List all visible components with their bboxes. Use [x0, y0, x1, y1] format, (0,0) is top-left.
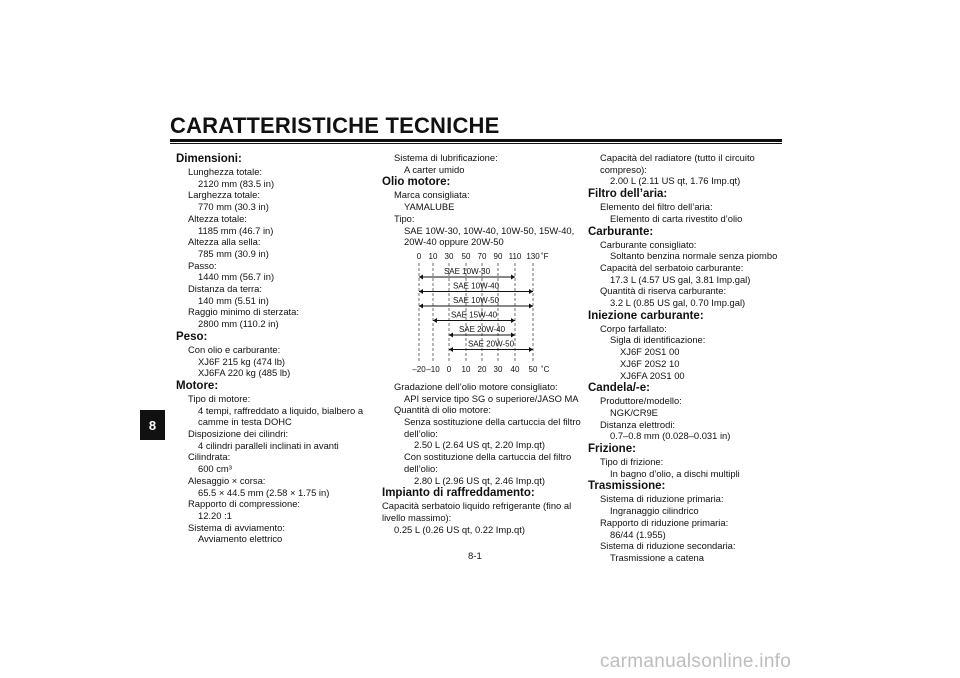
- column-3: [588, 152, 788, 564]
- section-heading-transmission: Trasmissione:: [588, 480, 666, 493]
- spec-label: Produttore/modello:: [600, 395, 682, 407]
- arrow-right-icon: [529, 303, 533, 308]
- spec-value: XJ6F 20S1 00: [620, 346, 680, 358]
- spec-label: Capacità del radiatore (tutto il circuito: [600, 152, 755, 163]
- celsius-tick-label: –20: [412, 364, 426, 374]
- section-heading-fuel: Carburante:: [588, 225, 654, 238]
- page-title: CARATTERISTICHE TECNICHE: [170, 113, 500, 138]
- celsius-tick-label: 30: [493, 364, 503, 374]
- spec-label: Rapporto di riduzione primaria:: [600, 516, 729, 528]
- arrow-left-icon: [449, 332, 453, 337]
- oil-grade-label: SAE 10W-40: [452, 281, 500, 291]
- spec-label: Elemento del filtro dell’aria:: [600, 201, 713, 213]
- spec-label: Raggio minimo di sterzata:: [188, 306, 299, 318]
- spec-value: 4 cilindri paralleli inclinati in avanti: [198, 439, 339, 451]
- title-rule-thin: [170, 143, 782, 144]
- spec-label: Senza sostituzione della cartuccia del filtro: [404, 416, 581, 428]
- chapter-tab: 8: [140, 410, 165, 440]
- spec-value: 65.5 × 44.5 mm (2.58 × 1.75 in): [198, 486, 330, 498]
- spec-value: 3.2 L (0.85 US gal, 0.70 Imp.gal): [610, 297, 746, 309]
- spec-value: 12.20 :1: [198, 509, 232, 521]
- spec-value: YAMALUBE: [404, 201, 455, 213]
- column-1: [176, 152, 376, 545]
- celsius-tick-label: 20: [477, 364, 487, 374]
- spec-value: API service tipo SG o superiore/JASO MA: [404, 392, 579, 404]
- fahrenheit-tick-label: 50: [461, 251, 471, 261]
- oil-grade-label: SAE 10W-30: [443, 266, 491, 276]
- section-heading-air-filter: Filtro dell’aria:: [588, 188, 668, 201]
- celsius-tick-label: 40: [510, 364, 520, 374]
- spec-value: 17.3 L (4.57 US gal, 3.81 Imp.gal): [610, 273, 751, 285]
- spec-value: Ingranaggio cilindrico: [610, 505, 699, 517]
- spec-value: XJ6F 20S2 10: [620, 357, 680, 369]
- spec-value: camme in testa DOHC: [198, 416, 292, 428]
- arrow-left-icon: [433, 318, 437, 323]
- spec-label: Distanza da terra:: [188, 283, 262, 295]
- spec-label: Tipo di frizione:: [600, 456, 664, 468]
- spec-value: 1440 mm (56.7 in): [198, 271, 275, 283]
- spec-label: Alesaggio × corsa:: [188, 474, 266, 486]
- spec-label: Capacità serbatoio liquido refrigerante (fino al: [382, 500, 572, 512]
- spec-value: XJ6FA 220 kg (485 lb): [198, 367, 291, 379]
- spec-label: Quantità di riserva carburante:: [600, 285, 727, 297]
- spec-value: 2.50 L (2.64 US qt, 2.20 Imp.qt): [414, 439, 545, 451]
- spec-value: 2.80 L (2.96 US qt, 2.46 Imp.qt): [414, 474, 545, 486]
- arrow-right-icon: [511, 274, 515, 279]
- spec-label: Distanza elettrodi:: [600, 418, 676, 430]
- spec-label: Altezza totale:: [188, 212, 247, 224]
- section-heading-dimensions: Dimensioni:: [176, 153, 242, 165]
- spec-label: Altezza alla sella:: [188, 236, 261, 248]
- spec-value: 0.7–0.8 mm (0.028–0.031 in): [610, 430, 731, 442]
- spec-value: 1185 mm (46.7 in): [198, 224, 274, 236]
- spec-label: Passo:: [188, 259, 217, 271]
- spec-value: In bagno d’olio, a dischi multipli: [610, 467, 740, 479]
- arrow-left-icon: [419, 289, 423, 294]
- spec-label: Capacità del serbatoio carburante:: [600, 261, 744, 273]
- section-heading-fuel-injection: Iniezione carburante:: [588, 309, 704, 322]
- spec-label: Rapporto di compressione:: [188, 498, 301, 510]
- arrow-left-icon: [449, 347, 453, 352]
- spec-label: livello massimo):: [382, 511, 452, 523]
- spec-value: XJ6FA 20S1 00: [620, 369, 685, 381]
- fahrenheit-tick-label: 110: [508, 251, 522, 261]
- spec-label: dell’olio:: [404, 427, 438, 439]
- spec-value: 0.25 L (0.26 US qt, 0.22 Imp.qt): [394, 523, 525, 535]
- fahrenheit-tick-label: 10: [428, 251, 438, 261]
- arrow-left-icon: [419, 303, 423, 308]
- spec-label: Disposizione dei cilindri:: [188, 428, 289, 440]
- fahrenheit-tick-label: ˚F: [541, 251, 549, 261]
- spec-label: Sistema di riduzione primaria:: [600, 493, 724, 505]
- spec-label: Cilindrata:: [188, 451, 231, 463]
- fahrenheit-tick-label: 0: [416, 251, 422, 261]
- spec-value: 4 tempi, raffreddato a liquido, bialbero a: [198, 404, 364, 416]
- spec-value: 785 mm (30.9 in): [198, 247, 269, 259]
- column-2: [382, 152, 582, 535]
- spec-label: Con sostituzione della cartuccia del filtro: [404, 451, 572, 463]
- spec-label: Sistema di lubrificazione:: [394, 152, 498, 163]
- spec-label: Quantità di olio motore:: [394, 404, 491, 416]
- celsius-tick-label: ˚C: [541, 364, 550, 374]
- arrow-right-icon: [511, 318, 515, 323]
- spec-label: Sistema di avviamento:: [188, 521, 285, 533]
- spec-label: Sistema di riduzione secondaria:: [600, 540, 736, 552]
- spec-label: Carburante consigliato:: [600, 238, 697, 250]
- spec-label: Marca consigliata:: [394, 189, 470, 201]
- spec-label: Gradazione dell’olio motore consigliato:: [394, 380, 558, 392]
- arrow-right-icon: [511, 332, 515, 337]
- celsius-tick-label: 50: [528, 364, 538, 374]
- section-heading-weight: Peso:: [176, 330, 208, 343]
- fahrenheit-tick-label: 130: [526, 251, 540, 261]
- arrow-right-icon: [529, 289, 533, 294]
- spec-value: 2.00 L (2.11 US qt, 1.76 Imp.qt): [610, 175, 741, 187]
- spec-label: Tipo di motore:: [188, 392, 251, 404]
- spec-value: 86/44 (1.955): [610, 528, 666, 540]
- spec-label: Lunghezza totale:: [188, 166, 263, 177]
- oil-grade-label: SAE 15W-40: [450, 310, 498, 320]
- arrow-right-icon: [529, 347, 533, 352]
- spec-label: Tipo:: [394, 212, 415, 224]
- spec-value: 20W-40 oppure 20W-50: [404, 236, 504, 248]
- spec-label: Sigla di identificazione:: [610, 334, 706, 346]
- spec-value: 600 cm³: [198, 463, 232, 475]
- spec-label: compreso):: [600, 163, 647, 175]
- fahrenheit-tick-label: 30: [444, 251, 454, 261]
- watermark: carmanualsonline.info: [600, 651, 792, 672]
- fahrenheit-tick-label: 90: [493, 251, 503, 261]
- spec-value: Avviamento elettrico: [198, 533, 283, 545]
- section-heading-clutch: Frizione:: [588, 443, 636, 456]
- section-heading-cooling: Impianto di raffreddamento:: [382, 487, 535, 500]
- celsius-tick-label: 0: [446, 364, 452, 374]
- oil-grade-label: SAE 20W-50: [467, 339, 515, 349]
- title-rule: [170, 139, 782, 142]
- spec-value: Soltanto benzina normale senza piombo: [610, 250, 778, 262]
- spec-value: A carter umido: [404, 163, 465, 175]
- spec-label: dell’olio:: [404, 462, 438, 474]
- section-heading-engine: Motore:: [176, 379, 219, 392]
- spec-value: XJ6F 215 kg (474 lb): [198, 355, 286, 367]
- spec-value: NGK/CR9E: [610, 406, 658, 418]
- section-heading-engine-oil: Olio motore:: [382, 176, 451, 189]
- section-heading-spark-plugs: Candela/-e:: [588, 382, 650, 395]
- oil-grade-label: SAE 20W-40: [458, 324, 506, 334]
- page-number: 8-1: [468, 551, 482, 562]
- spec-value: Elemento di carta rivestito d’olio: [610, 212, 743, 224]
- spec-label: Larghezza totale:: [188, 189, 260, 201]
- spec-value: 2120 mm (83.5 in): [198, 177, 275, 189]
- oil-grade-label: SAE 10W-50: [452, 295, 500, 305]
- oil-viscosity-chart: [382, 251, 582, 379]
- spec-value: Trasmissione a catena: [610, 551, 704, 563]
- spec-label: Con olio e carburante:: [188, 343, 281, 355]
- spec-label: Corpo farfallato:: [600, 322, 667, 334]
- celsius-tick-label: –10: [426, 364, 440, 374]
- spec-value: 2800 mm (110.2 in): [198, 318, 279, 330]
- spec-value: 140 mm (5.51 in): [198, 294, 269, 306]
- spec-value: 770 mm (30.3 in): [198, 201, 269, 213]
- celsius-tick-label: 10: [461, 364, 471, 374]
- arrow-left-icon: [419, 274, 423, 279]
- fahrenheit-tick-label: 70: [477, 251, 487, 261]
- spec-value: SAE 10W-30, 10W-40, 10W-50, 15W-40,: [404, 224, 575, 236]
